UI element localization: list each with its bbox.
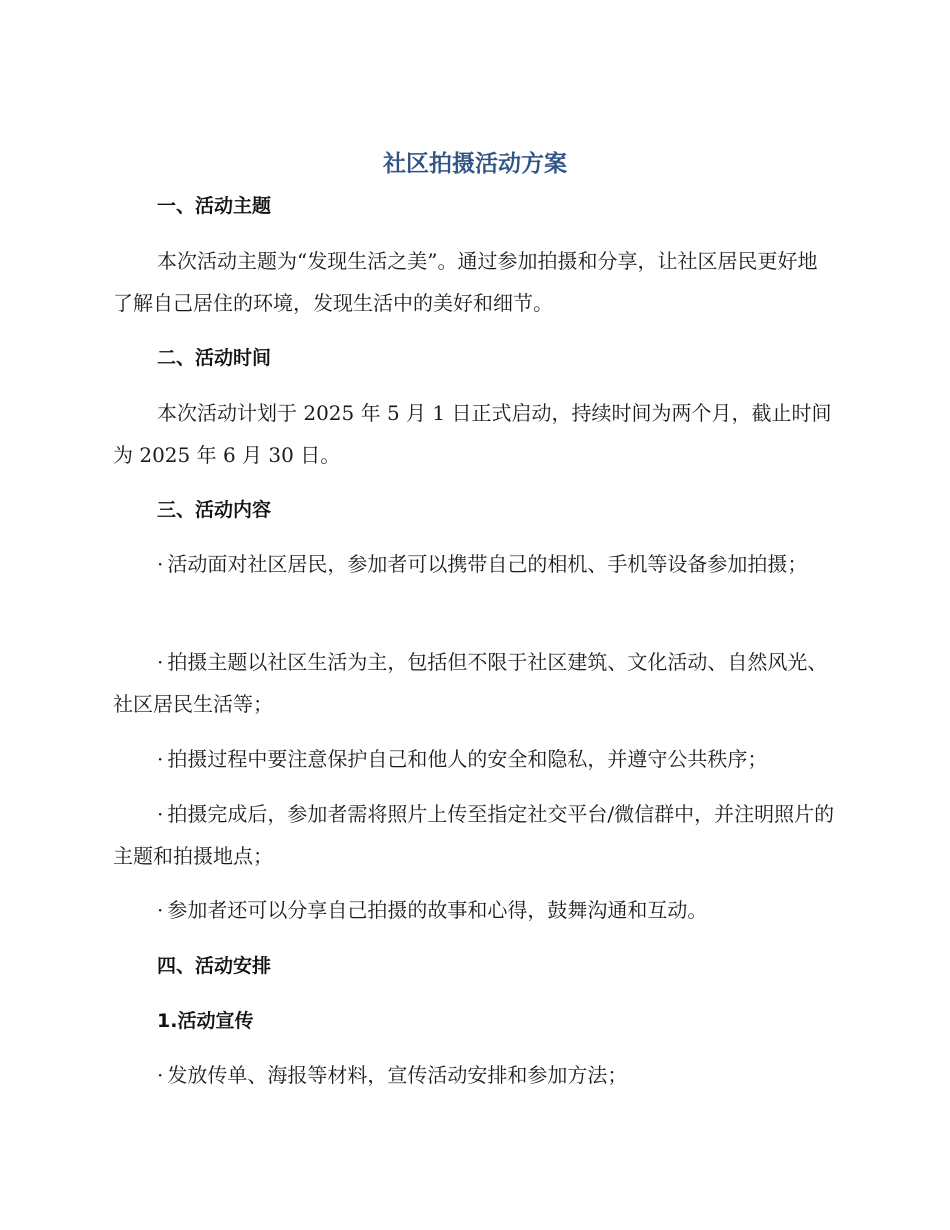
document-title: 社区拍摄活动方案 [383,151,567,177]
list-item [113,1054,835,1096]
bullet-icon: · [157,747,164,771]
list-item-text: 参加者还可以分享自己拍摄的故事和心得，鼓舞沟通和互动。 [167,898,708,922]
list-item [113,738,835,780]
section-heading-time: 二、活动时间 [157,347,272,369]
list-item [113,793,835,877]
section-heading-content: 三、活动内容 [157,499,272,521]
list-item-text: 拍摄过程中要注意保护自己和他人的安全和隐私，并遵守公共秩序； [167,747,768,771]
list-item [113,889,835,931]
bullet-icon: · [157,802,164,826]
list-item [113,641,835,725]
subsection-heading-promotion: 1.活动宣传 [157,1010,254,1032]
section-heading-arrangement: 四、活动安排 [157,955,272,977]
section-heading-theme: 一、活动主题 [157,195,272,217]
section-paragraph-time: 本次活动计划于 2025 年 5 月 1 日正式启动，持续时间为两个月，截止时间为 2025 年 6 月 30 日。 [113,401,832,467]
list-item-text: 拍摄完成后，参加者需将照片上传至指定社交平台/微信群中，并注明照片的主题和拍摄地点； [113,802,835,868]
bullet-icon: · [157,552,164,576]
list-item-text: 拍摄主题以社区生活为主，包括但不限于社区建筑、文化活动、自然风光、社区居民生活等； [113,650,828,716]
list-item [113,543,835,585]
bullet-icon: · [157,650,164,674]
bullet-icon: · [157,898,164,922]
bullet-icon: · [157,1063,164,1087]
list-item-text: 发放传单、海报等材料，宣传活动安排和参加方法； [167,1063,628,1087]
list-item-text: 活动面对社区居民，参加者可以携带自己的相机、手机等设备参加拍摄； [167,552,808,576]
section-paragraph-theme: 本次活动主题为“发现生活之美”。通过参加拍摄和分享，让社区居民更好地了解自己居住的环境，发现生活中的美好和细节。 [113,249,818,315]
